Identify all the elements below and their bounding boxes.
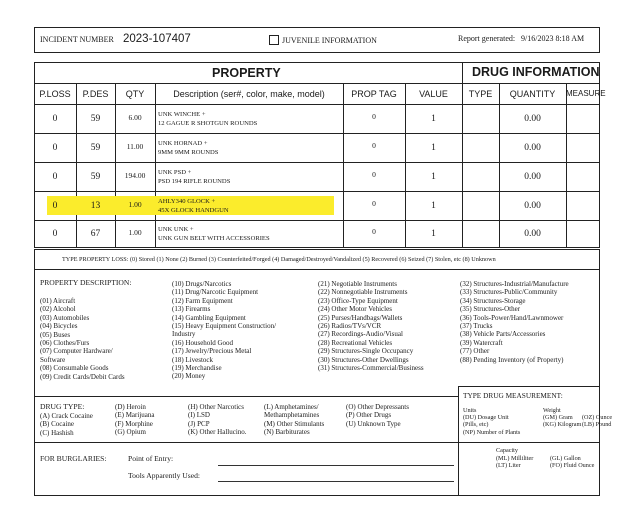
- legend-entry: (KG) Kilogram: [543, 421, 582, 429]
- row3-desc2: PSD 194 RIFLE ROUNDS: [158, 178, 231, 185]
- legend-entry: (02) Alcohol: [40, 305, 76, 314]
- col-quantity: QUANTITY: [509, 89, 556, 99]
- legend-entry: (G) Opium: [115, 428, 146, 437]
- drug-type-title: DRUG TYPE:: [40, 402, 85, 411]
- prop-desc-col1: [40, 297, 125, 381]
- capacity-list-1: [496, 455, 533, 470]
- row4-prop-tag: 0: [372, 199, 376, 208]
- row3-desc1: UNK PSD +: [158, 169, 192, 176]
- legend-entry: (K) Other Hallucino.: [188, 428, 247, 437]
- row3-value: 1: [431, 172, 436, 182]
- row5-desc2: UNK GUN BELT WITH ACCESSORIES: [158, 235, 270, 242]
- legend-entry: (U) Unknown Type: [346, 419, 401, 428]
- weight-label: Weight: [543, 407, 561, 414]
- legend-entry: (OZ) Ounce: [582, 414, 613, 421]
- row2-desc2: 9MM 9MM ROUNDS: [158, 149, 219, 156]
- row1-quantity: 0.00: [524, 114, 541, 124]
- burglary-label: FOR BURGLARIES:: [40, 454, 107, 463]
- legend-entry: (33) Structures-Public/Community: [460, 288, 558, 297]
- legend-entry: Methamphetamines: [264, 411, 320, 420]
- tools-used-line[interactable]: [218, 481, 454, 482]
- juvenile-checkbox[interactable]: [269, 35, 279, 45]
- row4-desc1: AHLY340 GLOCK +: [158, 198, 216, 205]
- row3-ploss: 0: [52, 172, 58, 182]
- row5-quantity: 0.00: [524, 229, 541, 239]
- row1-desc2: 12 GAGUE R SHOTGUN ROUNDS: [158, 120, 258, 127]
- legend-entry: (10) Drugs/Narcotics: [172, 280, 232, 288]
- legend-entry: Industry: [172, 330, 196, 339]
- row5-pdes: 67: [90, 229, 101, 239]
- legend-entry: (20) Money: [172, 372, 206, 381]
- drug-section-title: DRUG INFORMATION: [472, 65, 600, 79]
- legend-entry: (FO) Fluid Ounce: [550, 462, 595, 470]
- row1-qty: 6.00: [128, 113, 142, 122]
- legend-entry: (F) Morphine: [115, 419, 153, 428]
- legend-entry: (36) Tools-Power/Hand/Lawnmower: [460, 313, 564, 322]
- row2-ploss: 0: [52, 143, 58, 153]
- legend-entry: (09) Credit Cards/Debit Cards: [40, 372, 125, 381]
- legend-entry: (26) Radios/TVs/VCR: [318, 322, 382, 331]
- row5-value: 1: [431, 229, 436, 239]
- legend-entry: (13) Firearms: [172, 305, 211, 314]
- legend-entry: (29) Structures-Single Occupancy: [318, 347, 414, 356]
- drug-type-col3: [188, 403, 247, 437]
- col-value: VALUE: [419, 89, 448, 99]
- legend-entry: (14) Gambling Equipment: [172, 313, 246, 322]
- legend-entry: (DU) Dosage Unit: [463, 414, 509, 421]
- row5-prop-tag: 0: [372, 227, 376, 236]
- legend-entry: (32) Structures-Industrial/Manufacture: [460, 280, 569, 288]
- legend-entry: (19) Merchandise: [172, 364, 222, 373]
- legend-entry: (38) Vehicle Parts/Accessories: [460, 330, 546, 339]
- prop-desc-col2: [172, 280, 276, 381]
- row4-qty: 1.00: [128, 200, 142, 209]
- row4-ploss: 0: [52, 201, 58, 211]
- legend-entry: (30) Structures-Other Dwellings: [318, 355, 409, 364]
- row2-value: 1: [431, 143, 436, 153]
- units-label: Units: [463, 407, 477, 414]
- legend-entry: (18) Livestock: [172, 355, 214, 364]
- row3-quantity: 0.00: [524, 172, 541, 182]
- property-section-title: PROPERTY: [212, 66, 281, 80]
- legend-entry: (37) Trucks: [460, 322, 493, 331]
- legend-entry: (E) Marijuana: [115, 411, 155, 420]
- legend-entry: (25) Purses/Handbags/Wallets: [318, 313, 403, 322]
- legend-entry: (H) Other Narcotics: [188, 403, 244, 411]
- legend-entry: (C) Hashish: [40, 428, 74, 437]
- row2-prop-tag: 0: [372, 141, 376, 150]
- row2-pdes: 59: [90, 143, 101, 153]
- incident-number: 2023-107407: [123, 33, 191, 45]
- legend-entry: (17) Jewelry/Precious Metal: [172, 347, 252, 356]
- prop-desc-col4: [460, 280, 569, 364]
- point-of-entry-label: Point of Entry:: [128, 454, 174, 463]
- row1-value: 1: [431, 114, 436, 124]
- col-measure: MEASURE: [566, 89, 606, 98]
- legend-entry: (B) Cocaine: [40, 420, 75, 429]
- legend-entry: (L) Amphetamines/: [264, 403, 319, 411]
- row1-ploss: 0: [52, 114, 58, 124]
- legend-entry: (77) Other: [460, 347, 490, 356]
- row2-qty: 11.00: [126, 142, 144, 151]
- row4-quantity: 0.00: [524, 201, 541, 211]
- property-description-title: PROPERTY DESCRIPTION:: [40, 278, 132, 287]
- row2-desc1: UNK HORNAD +: [158, 140, 208, 147]
- capacity-list-2: [550, 455, 594, 470]
- legend-entry: (39) Watercraft: [460, 338, 503, 347]
- row5-ploss: 0: [52, 229, 58, 239]
- legend-entry: (08) Consumable Goods: [40, 364, 109, 373]
- incident-number-label: INCIDENT NUMBER: [40, 35, 114, 44]
- legend-entry: (P) Other Drugs: [346, 411, 392, 420]
- legend-entry: (35) Structures-Other: [460, 305, 521, 314]
- row1-desc1: UNK WINCHE +: [158, 111, 206, 118]
- legend-entry: (O) Other Depressants: [346, 403, 409, 411]
- row2-quantity: 0.00: [524, 143, 541, 153]
- col-qty: QTY: [125, 89, 145, 99]
- row3-pdes: 59: [90, 172, 101, 182]
- row3-qty: 194.00: [124, 171, 146, 180]
- legend-entry: (LT) Liter: [496, 462, 521, 470]
- legend-entry: (NP) Number of Plants: [463, 428, 521, 436]
- legend-entry: (I) LSD: [188, 411, 210, 420]
- legend-entry: (23) Office-Type Equipment: [318, 296, 398, 305]
- col-pdes: P.DES: [82, 89, 109, 99]
- legend-entry: (07) Computer Hardware/: [40, 347, 113, 356]
- property-loss-types: TYPE PROPERTY LOSS: (0) Stored (1) None (2) Burned (3) Counterfeited/Forged (4) Damaged/Destroyed/Vandalized (5) Recovered (6) Seized (7) Stolen, etc (8) Unknown: [62, 256, 496, 263]
- row5-desc1: UNK UNK +: [158, 226, 194, 233]
- measurement-title: TYPE DRUG MEASUREMENT:: [463, 391, 563, 400]
- legend-entry: (A) Crack Cocaine: [40, 412, 93, 420]
- row4-desc2: 45X GLOCK HANDGUN: [158, 207, 229, 214]
- row4-value: 1: [431, 201, 436, 211]
- legend-entry: (GM) Gram: [543, 414, 573, 421]
- legend-entry: (12) Farm Equipment: [172, 296, 233, 305]
- legend-entry: (27) Recordings-Audio/Visual: [318, 330, 403, 339]
- row4-pdes: 13: [90, 201, 101, 211]
- col-prop-tag: PROP TAG: [351, 89, 397, 99]
- drug-measurement-box: [458, 386, 600, 496]
- units-list: [463, 414, 520, 436]
- capacity-label: Capacity: [496, 447, 518, 454]
- col-type: TYPE: [468, 89, 493, 99]
- point-of-entry-line[interactable]: [218, 465, 454, 466]
- legend-entry: (GL) Gallon: [550, 455, 581, 462]
- tools-used-label: Tools Apparently Used:: [128, 471, 201, 480]
- weight-list-2: [582, 414, 612, 429]
- row1-prop-tag: 0: [372, 112, 376, 121]
- report-generated-label: Report generated:: [458, 34, 516, 43]
- legend-entry: (31) Structures-Commercial/Business: [318, 364, 424, 373]
- report-date: 9/16/2023 8:18 AM: [521, 34, 585, 43]
- legend-entry: (05) Buses: [40, 330, 71, 339]
- col-ploss: P.LOSS: [39, 89, 71, 99]
- row3-prop-tag: 0: [372, 170, 376, 179]
- drug-type-col2: [115, 403, 154, 437]
- juvenile-label: JUVENILE INFORMATION: [282, 36, 377, 45]
- legend-entry: (M) Other Stimulants: [264, 419, 325, 428]
- legend-entry: Software: [40, 355, 66, 364]
- legend-entry: (15) Heavy Equipment Construction/: [172, 322, 277, 331]
- legend-entry: (J) PCP: [188, 419, 210, 428]
- row1-pdes: 59: [90, 114, 101, 124]
- weight-list-1: [543, 414, 581, 429]
- drug-type-col4: [264, 403, 324, 437]
- legend-entry: (28) Recreational Vehicles: [318, 338, 393, 347]
- legend-entry: (D) Heroin: [115, 403, 146, 411]
- prop-desc-col3: [318, 280, 424, 372]
- legend-entry: (06) Clothes/Furs: [40, 339, 90, 348]
- legend-entry: (04) Bicycles: [40, 322, 78, 331]
- legend-entry: (03) Automobiles: [40, 313, 90, 322]
- legend-entry: (21) Negotiable Instruments: [318, 280, 397, 288]
- legend-entry: (16) Household Good: [172, 338, 234, 347]
- legend-entry: (ML) Milliliter: [496, 455, 534, 462]
- legend-entry: (Pills, etc): [463, 421, 489, 429]
- legend-entry: (11) Drug/Narcotic Equipment: [172, 288, 259, 297]
- legend-entry: (N) Barbiturates: [264, 428, 310, 437]
- legend-entry: (22) Nonnegotiable Instruments: [318, 288, 408, 297]
- legend-entry: (01) Aircraft: [40, 297, 76, 305]
- legend-entry: (88) Pending Inventory (of Property): [460, 355, 564, 364]
- row5-qty: 1.00: [128, 228, 142, 237]
- legend-entry: (34) Structures-Storage: [460, 296, 526, 305]
- col-description: Description (ser#, color, make, model): [173, 89, 325, 99]
- legend-entry: (LB) Pound: [582, 421, 612, 429]
- legend-entry: (24) Other Motor Vehicles: [318, 305, 392, 314]
- drug-type-col1: [40, 412, 93, 437]
- drug-type-col5: [346, 403, 409, 428]
